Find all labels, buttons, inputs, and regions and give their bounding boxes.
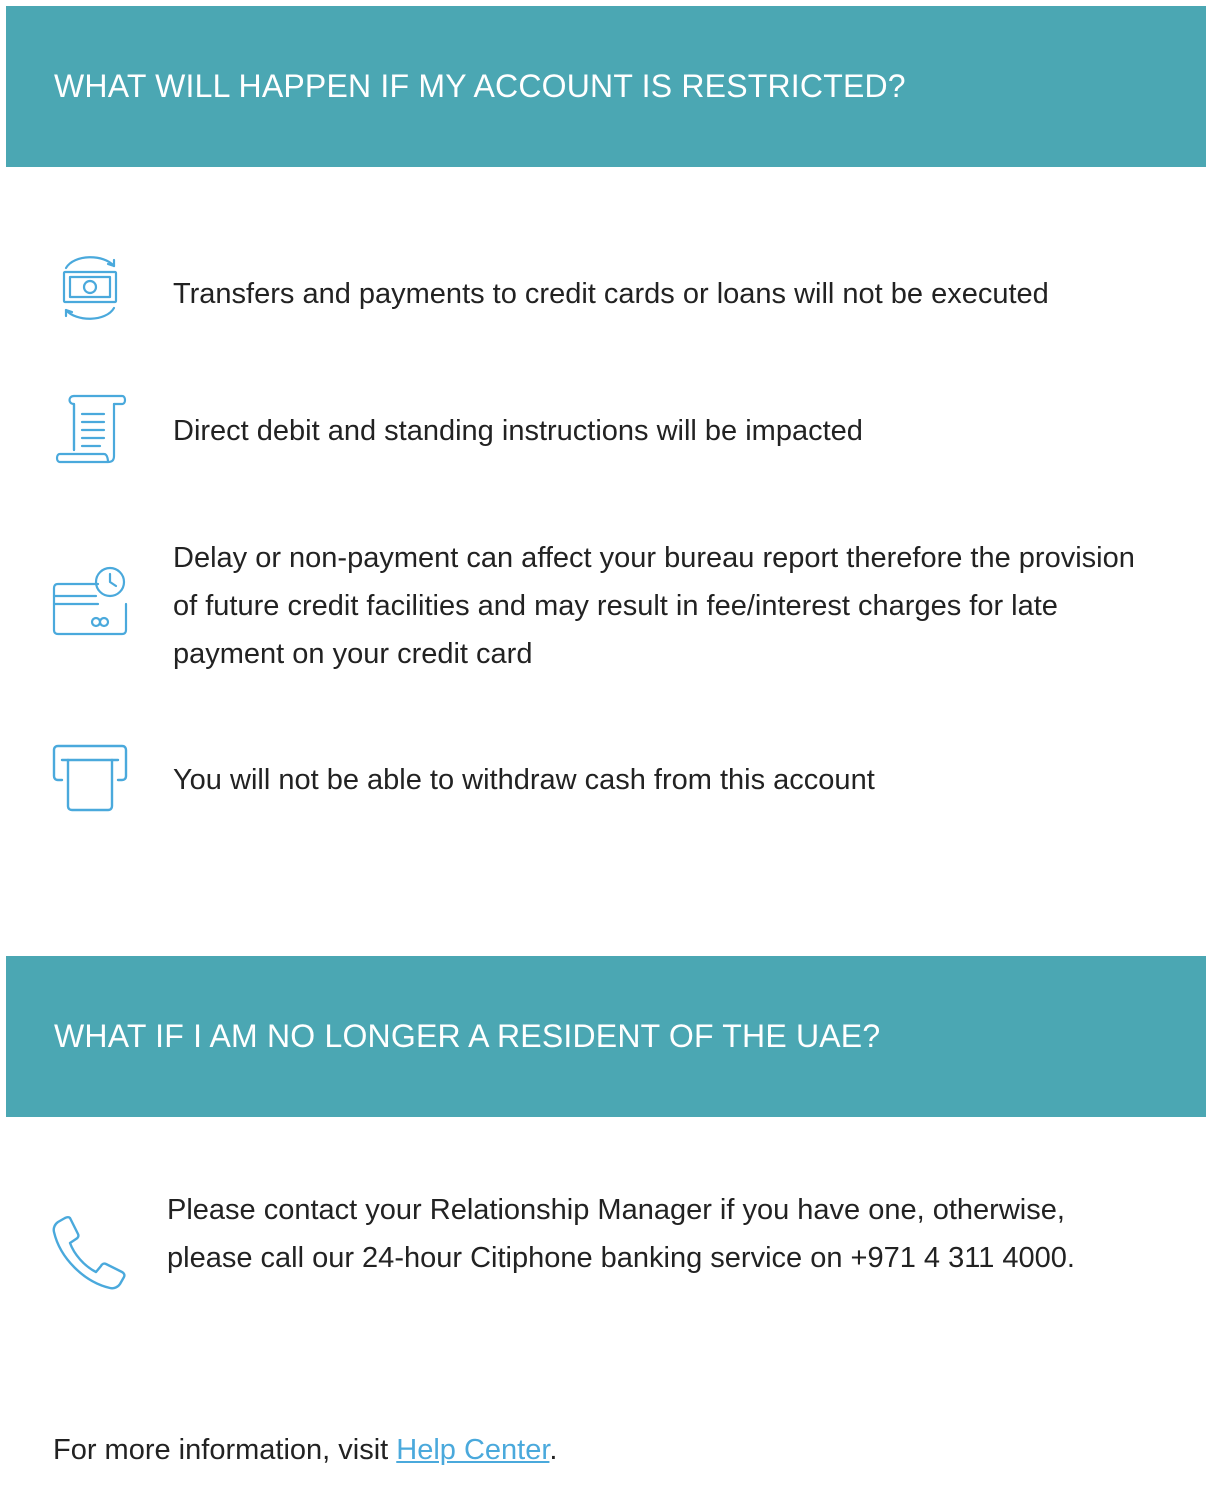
section-heading-text: WHAT WILL HAPPEN IF MY ACCOUNT IS RESTRICTED? xyxy=(54,68,906,104)
atm-withdrawal-icon xyxy=(52,744,128,820)
section-heading-restricted xyxy=(6,6,1206,167)
list-item xyxy=(0,1186,1216,1336)
list-item-text: You will not be able to withdraw cash from this account xyxy=(173,764,875,796)
footer-info xyxy=(53,1426,557,1474)
list-item-text: Please contact your Relationship Manager if you have one, otherwise, please call our 24-hour Citiphone banking service on +971 4 311 4000. xyxy=(167,1194,1075,1274)
list-item-text: Delay or non-payment can affect your bureau report therefore the provision of future credit facilities and may result in fee/interest charges for late payment on your credit card xyxy=(173,542,1135,670)
money-transfer-icon xyxy=(52,250,128,326)
footer-prefix: For more information, visit xyxy=(53,1434,397,1466)
document-scroll-icon xyxy=(52,392,128,468)
credit-card-clock-icon xyxy=(52,564,128,640)
list-item xyxy=(0,250,1216,330)
list-item xyxy=(0,534,1216,684)
section-heading-resident xyxy=(6,956,1206,1117)
list-item-text: Transfers and payments to credit cards or loans will not be executed xyxy=(173,278,1049,310)
footer-suffix: . xyxy=(549,1434,558,1466)
phone-icon xyxy=(52,1214,128,1290)
list-item xyxy=(0,392,1216,468)
help-center-link[interactable]: Help Center xyxy=(396,1434,550,1466)
list-item-text: Direct debit and standing instructions will be impacted xyxy=(173,415,863,447)
section-heading-text: WHAT IF I AM NO LONGER A RESIDENT OF THE UAE? xyxy=(54,1018,881,1054)
list-item xyxy=(0,744,1216,814)
